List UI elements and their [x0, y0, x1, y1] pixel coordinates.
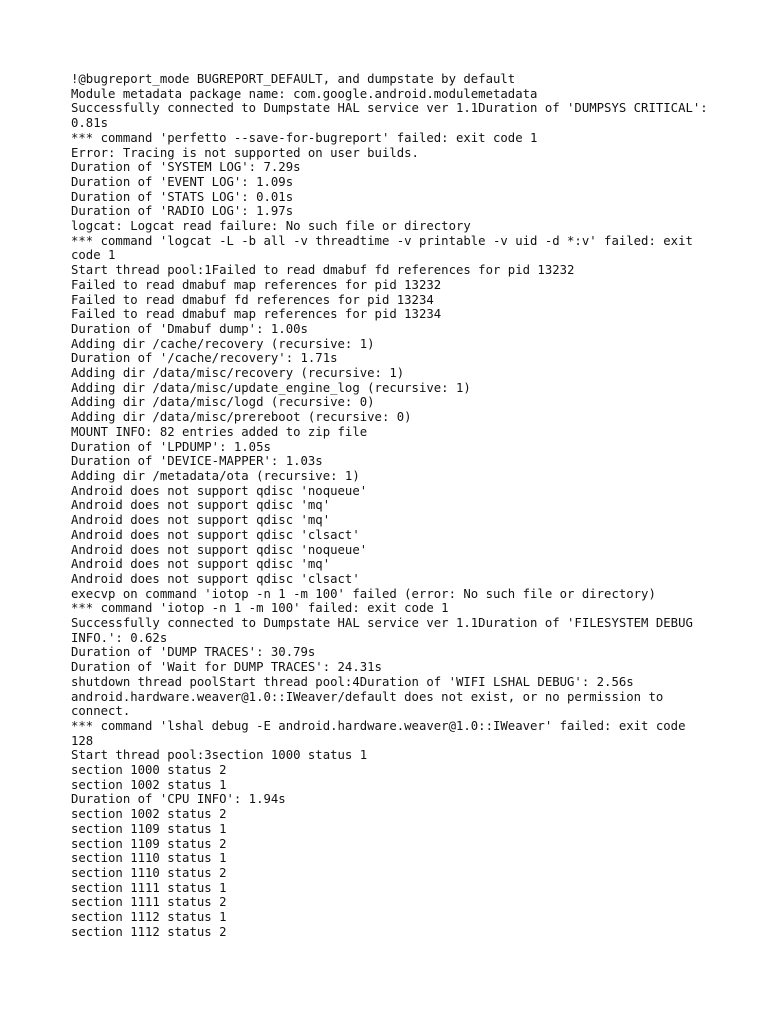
log-line: Android does not support qdisc 'noqueue' — [71, 483, 368, 498]
log-line: section 1109 status 1 — [71, 821, 227, 836]
log-line: Adding dir /data/misc/update_engine_log (recursive: 1) — [71, 380, 471, 395]
log-line: shutdown thread poolStart thread pool:4Duration of 'WIFI LSHAL DEBUG': 2.56s — [71, 674, 634, 689]
log-line: Adding dir /data/misc/prereboot (recursive: 0) — [71, 410, 412, 425]
log-line: Duration of 'Dmabuf dump': 1.00s — [71, 321, 308, 336]
log-line: section 1111 status 2 — [71, 895, 227, 910]
log-line: android.hardware.weaver@1.0::IWeaver/default does not exist, or no permission to connect. — [71, 689, 671, 719]
log-line: *** command 'perfetto --save-for-bugreport' failed: exit code 1 — [71, 130, 538, 145]
log-line: section 1112 status 1 — [71, 910, 227, 925]
log-line: Adding dir /metadata/ota (recursive: 1) — [71, 468, 360, 483]
log-line: section 1000 status 2 — [71, 763, 227, 778]
log-line: Start thread pool:1Failed to read dmabuf fd references for pid 13232 — [71, 263, 575, 278]
log-line: section 1109 status 2 — [71, 836, 227, 851]
log-line: *** command 'lshal debug -E android.hardware.weaver@1.0::IWeaver' failed: exit code 128 — [71, 718, 693, 748]
log-line: Successfully connected to Dumpstate HAL service ver 1.1Duration of 'DUMPSYS CRITICAL': 0.81s — [71, 101, 716, 131]
log-line: Successfully connected to Dumpstate HAL service ver 1.1Duration of 'FILESYSTEM DEBUG INFO.': 0.62s — [71, 616, 701, 645]
log-line: Android does not support qdisc 'mq' — [71, 498, 331, 513]
log-line: section 1110 status 1 — [71, 851, 227, 866]
log-line: Android does not support qdisc 'mq' — [71, 557, 331, 572]
log-line: Duration of 'EVENT LOG': 1.09s — [71, 174, 294, 189]
log-line: Duration of 'DEVICE-MAPPER': 1.03s — [71, 454, 323, 469]
log-line: Duration of 'CPU INFO': 1.94s — [71, 792, 286, 807]
log-line: Duration of 'STATS LOG': 0.01s — [71, 189, 294, 204]
log-line: section 1002 status 1 — [71, 777, 227, 792]
log-line: Adding dir /data/misc/recovery (recursive: 1) — [71, 366, 405, 381]
log-line: Duration of 'SYSTEM LOG': 7.29s — [71, 160, 301, 175]
log-document — [71, 72, 716, 939]
log-line: Android does not support qdisc 'noqueue' — [71, 542, 368, 557]
log-line: Duration of 'DUMP TRACES': 30.79s — [71, 645, 316, 660]
log-line: Start thread pool:3section 1000 status 1 — [71, 748, 368, 763]
log-line: Android does not support qdisc 'clsact' — [71, 527, 360, 542]
log-line: Adding dir /data/misc/logd (recursive: 0) — [71, 395, 375, 410]
log-line: Duration of '/cache/recovery': 1.71s — [71, 351, 338, 366]
log-line: Failed to read dmabuf fd references for pid 13234 — [71, 292, 434, 307]
log-line: Duration of 'LPDUMP': 1.05s — [71, 439, 271, 454]
log-line: Error: Tracing is not supported on user builds. — [71, 145, 419, 160]
log-line: *** command 'logcat -L -b all -v threadtime -v printable -v uid -d *:v' failed: exit code 1 — [71, 233, 701, 263]
log-line: Duration of 'Wait for DUMP TRACES': 24.31s — [71, 660, 382, 675]
log-line: section 1111 status 1 — [71, 880, 227, 895]
log-line: Failed to read dmabuf map references for pid 13234 — [71, 307, 442, 322]
log-line: MOUNT INFO: 82 entries added to zip file — [71, 424, 368, 439]
log-line: Android does not support qdisc 'clsact' — [71, 571, 360, 586]
log-line: section 1110 status 2 — [71, 865, 227, 880]
log-line: execvp on command 'iotop -n 1 -m 100' failed (error: No such file or directory) — [71, 586, 656, 601]
log-line: *** command 'iotop -n 1 -m 100' failed: exit code 1 — [71, 601, 449, 616]
log-line: Android does not support qdisc 'mq' — [71, 513, 331, 528]
log-line: !@bugreport_mode BUGREPORT_DEFAULT, and dumpstate by default — [71, 72, 516, 86]
log-line: Module metadata package name: com.google.android.modulemetadata — [71, 86, 538, 101]
log-line: logcat: Logcat read failure: No such file or directory — [71, 219, 471, 234]
log-line: section 1002 status 2 — [71, 807, 227, 822]
log-line: Adding dir /cache/recovery (recursive: 1) — [71, 336, 375, 351]
log-line: Failed to read dmabuf map references for pid 13232 — [71, 277, 442, 292]
log-line: Duration of 'RADIO LOG': 1.97s — [71, 204, 294, 219]
log-line: section 1112 status 2 — [71, 924, 227, 939]
